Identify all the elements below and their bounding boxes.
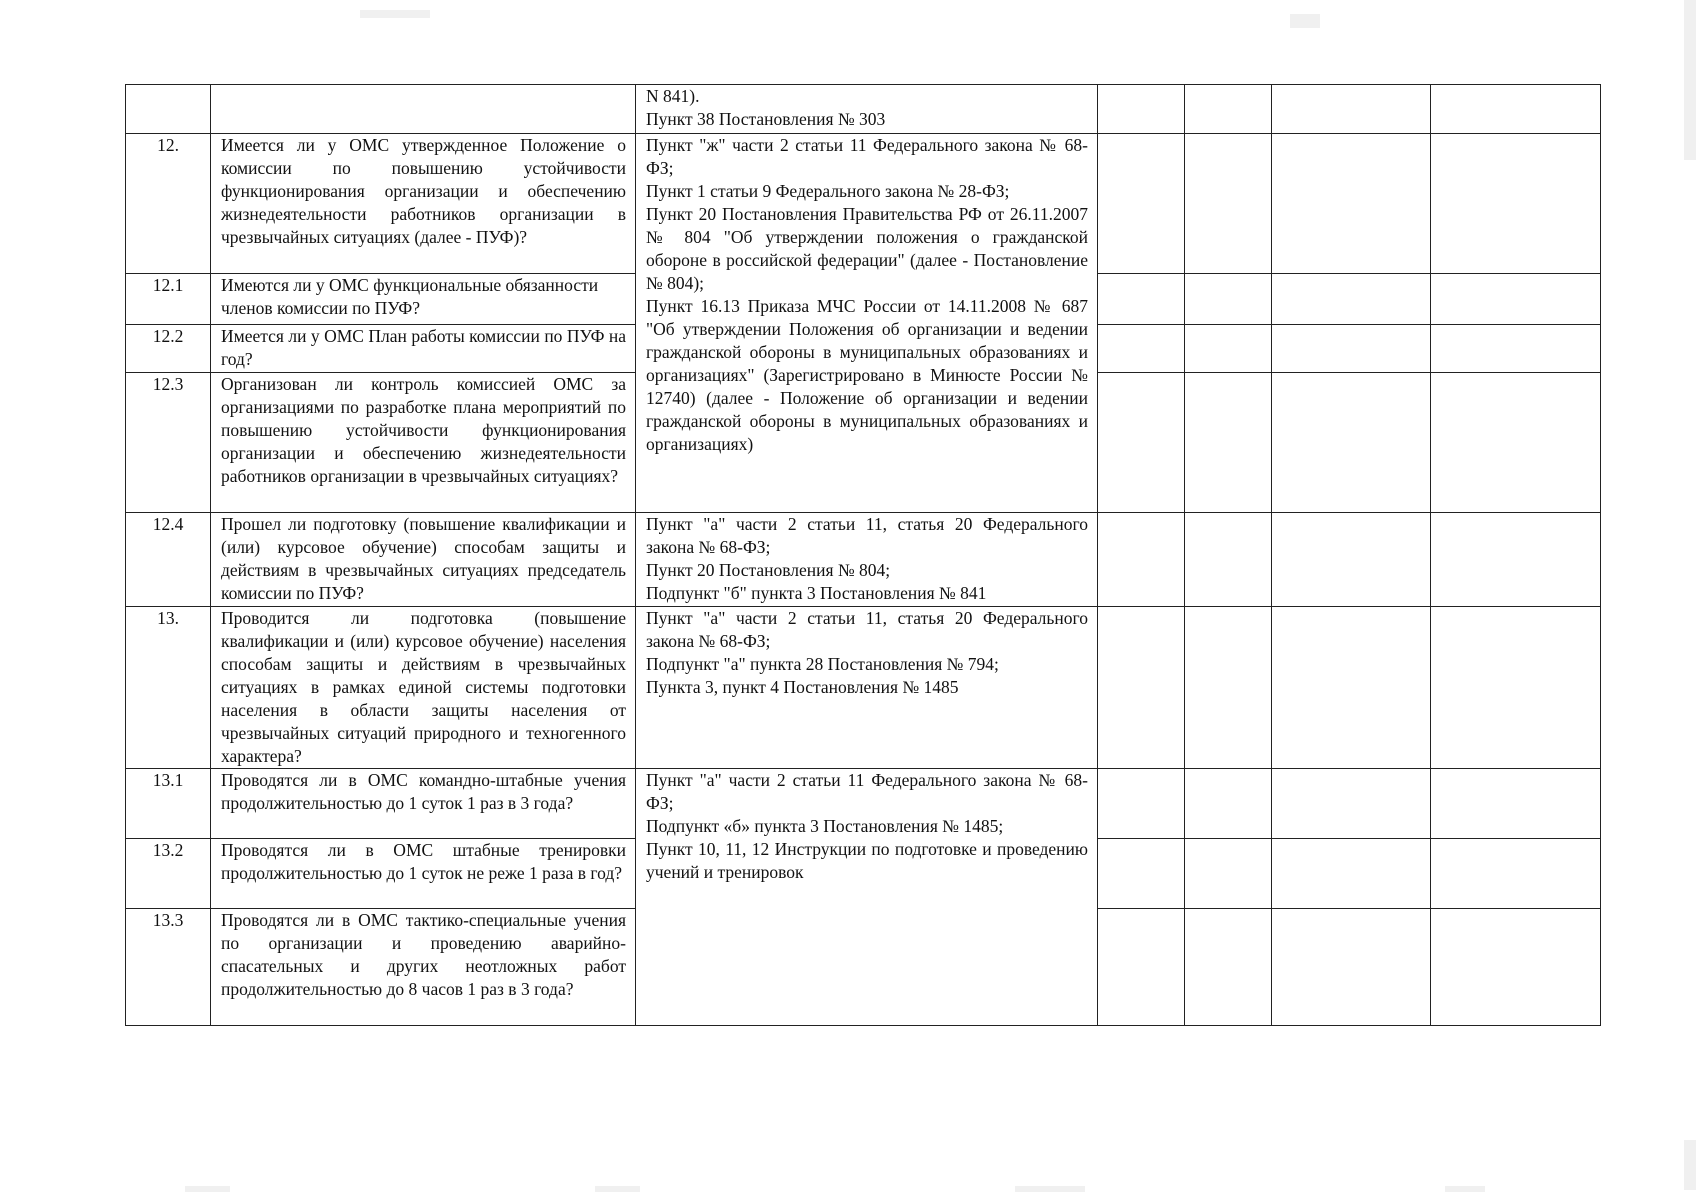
answer-yes-cell bbox=[1098, 607, 1185, 769]
note-cell bbox=[1431, 607, 1601, 769]
not-applicable-cell bbox=[1272, 513, 1431, 607]
answer-yes-cell bbox=[1098, 909, 1185, 1026]
reference-line: Пункт 10, 11, 12 Инструкции по подготовке и проведению учений и тренировок bbox=[646, 839, 1088, 882]
answer-no-cell bbox=[1185, 607, 1272, 769]
reference-line: Пункт "а" части 2 статьи 11 Федерального закона № 68-ФЗ; bbox=[646, 770, 1088, 813]
row-number: 13.2 bbox=[126, 839, 211, 909]
table-row bbox=[126, 134, 1601, 274]
scan-noise bbox=[185, 1186, 230, 1192]
reference-line: Пункт "а" части 2 статьи 11, статья 20 Федерального закона № 68-ФЗ; bbox=[646, 514, 1088, 557]
not-applicable-cell bbox=[1272, 769, 1431, 839]
table-row bbox=[126, 607, 1601, 769]
scan-noise bbox=[1445, 1186, 1485, 1192]
scan-noise bbox=[595, 1186, 640, 1192]
note-cell bbox=[1431, 373, 1601, 513]
answer-yes-cell bbox=[1098, 839, 1185, 909]
answer-no-cell bbox=[1185, 134, 1272, 274]
row-number: 12.2 bbox=[126, 325, 211, 373]
note-cell bbox=[1431, 274, 1601, 325]
question-cell: Проводятся ли в ОМС штабные тренировки продолжительностью до 1 суток не реже 1 раза в год? bbox=[211, 839, 636, 909]
answer-yes-cell bbox=[1098, 325, 1185, 373]
answer-no-cell bbox=[1185, 85, 1272, 134]
legal-reference-cell bbox=[636, 607, 1098, 769]
not-applicable-cell bbox=[1272, 607, 1431, 769]
note-cell bbox=[1431, 85, 1601, 134]
legal-reference-cell bbox=[636, 513, 1098, 607]
answer-yes-cell bbox=[1098, 513, 1185, 607]
scan-noise bbox=[1290, 14, 1320, 28]
answer-yes-cell bbox=[1098, 274, 1185, 325]
note-cell bbox=[1431, 325, 1601, 373]
not-applicable-cell bbox=[1272, 325, 1431, 373]
row-number: 12. bbox=[126, 134, 211, 274]
scan-noise bbox=[360, 10, 430, 18]
reference-line: Пункта 3, пункт 4 Постановления № 1485 bbox=[646, 677, 959, 697]
answer-no-cell bbox=[1185, 325, 1272, 373]
question-cell: Проводится ли подготовка (повышение квалификации и (или) курсовое обучение) населения способам защиты и действиям в чрезвычайных ситуациях в рамках единой системы подготовки населения в области защиты населения от чрезвычайных ситуаций природного и техногенного характера? bbox=[211, 607, 636, 769]
row-number: 13. bbox=[126, 607, 211, 769]
reference-line: Пункт 20 Постановления Правительства РФ от 26.11.2007 № 804 "Об утверждении положения о гражданской обороне в российской федерации" (далее - Постановление № 804); bbox=[646, 204, 1088, 293]
question-cell bbox=[211, 85, 636, 134]
not-applicable-cell bbox=[1272, 274, 1431, 325]
reference-line: Подпункт "а" пункта 28 Постановления № 794; bbox=[646, 654, 999, 674]
answer-no-cell bbox=[1185, 909, 1272, 1026]
row-number: 12.3 bbox=[126, 373, 211, 513]
answer-yes-cell bbox=[1098, 769, 1185, 839]
answer-yes-cell bbox=[1098, 373, 1185, 513]
reference-line: Пункт "а" части 2 статьи 11, статья 20 Федерального закона № 68-ФЗ; bbox=[646, 608, 1088, 651]
not-applicable-cell bbox=[1272, 134, 1431, 274]
row-number: 12.4 bbox=[126, 513, 211, 607]
note-cell bbox=[1431, 513, 1601, 607]
answer-no-cell bbox=[1185, 839, 1272, 909]
row-number: 12.1 bbox=[126, 274, 211, 325]
note-cell bbox=[1431, 839, 1601, 909]
row-number bbox=[126, 85, 211, 134]
reference-line: Пункт 1 статьи 9 Федерального закона № 28-ФЗ; bbox=[646, 181, 1010, 201]
row-number: 13.1 bbox=[126, 769, 211, 839]
inspection-checklist-table bbox=[125, 84, 1601, 1026]
scan-noise bbox=[1684, 1140, 1696, 1190]
note-cell bbox=[1431, 769, 1601, 839]
reference-line: Пункт "ж" части 2 статьи 11 Федерального закона № 68-ФЗ; bbox=[646, 135, 1088, 178]
table-row bbox=[126, 85, 1601, 134]
reference-line: Пункт 20 Постановления № 804; bbox=[646, 560, 891, 580]
legal-reference-cell bbox=[636, 85, 1098, 134]
not-applicable-cell bbox=[1272, 839, 1431, 909]
row-number: 13.3 bbox=[126, 909, 211, 1026]
reference-line: Пункт 38 Постановления № 303 bbox=[646, 109, 886, 129]
question-cell: Прошел ли подготовку (повышение квалификации и (или) курсовое обучение) способам защиты и действиям в чрезвычайных ситуациях председатель комиссии по ПУФ? bbox=[211, 513, 636, 607]
scan-noise bbox=[1684, 0, 1696, 160]
question-cell: Имеется ли у ОМС План работы комиссии по ПУФ на год? bbox=[211, 325, 636, 373]
answer-yes-cell bbox=[1098, 134, 1185, 274]
note-cell bbox=[1431, 134, 1601, 274]
answer-no-cell bbox=[1185, 513, 1272, 607]
table-row bbox=[126, 769, 1601, 839]
answer-no-cell bbox=[1185, 373, 1272, 513]
scan-noise bbox=[1015, 1186, 1085, 1192]
question-cell: Организован ли контроль комиссией ОМС за организациями по разработке плана мероприятий по повышению устойчивости функционирования организации и обеспечению жизнедеятельности работников организации в чрезвычайных ситуациях? bbox=[211, 373, 636, 513]
not-applicable-cell bbox=[1272, 373, 1431, 513]
legal-reference-cell bbox=[636, 769, 1098, 1026]
answer-yes-cell bbox=[1098, 85, 1185, 134]
not-applicable-cell bbox=[1272, 909, 1431, 1026]
question-cell: Имеются ли у ОМС функциональные обязанности членов комиссии по ПУФ? bbox=[211, 274, 636, 325]
legal-reference-cell bbox=[636, 134, 1098, 513]
answer-no-cell bbox=[1185, 274, 1272, 325]
question-cell: Имеется ли у ОМС утвержденное Положение о комиссии по повышению устойчивости функционирования организации и обеспечению жизнедеятельности работников организации в чрезвычайных ситуациях (далее - ПУФ)? bbox=[211, 134, 636, 274]
reference-line: Пункт 16.13 Приказа МЧС России от 14.11.2008 № 687 "Об утверждении Положения об организации и ведении гражданской обороны в муниципальных образованиях и организациях" (Зарегистрировано в Минюсте России № 12740) (далее - Положение об организации и ведении гражданской обороны в муниципальных образованиях и организациях) bbox=[646, 296, 1088, 454]
reference-line: Подпункт «б» пункта 3 Постановления № 1485; bbox=[646, 816, 1004, 836]
question-cell: Проводятся ли в ОМС тактико-специальные учения по организации и проведению аварийно-спасательных и других неотложных работ продолжительностью до 8 часов 1 раз в 3 года? bbox=[211, 909, 636, 1026]
table-row bbox=[126, 513, 1601, 607]
not-applicable-cell bbox=[1272, 85, 1431, 134]
note-cell bbox=[1431, 909, 1601, 1026]
reference-line: N 841). bbox=[646, 86, 700, 106]
answer-no-cell bbox=[1185, 769, 1272, 839]
question-cell: Проводятся ли в ОМС командно-штабные учения продолжительностью до 1 суток 1 раз в 3 года? bbox=[211, 769, 636, 839]
reference-line: Подпункт "б" пункта 3 Постановления № 841 bbox=[646, 583, 987, 603]
